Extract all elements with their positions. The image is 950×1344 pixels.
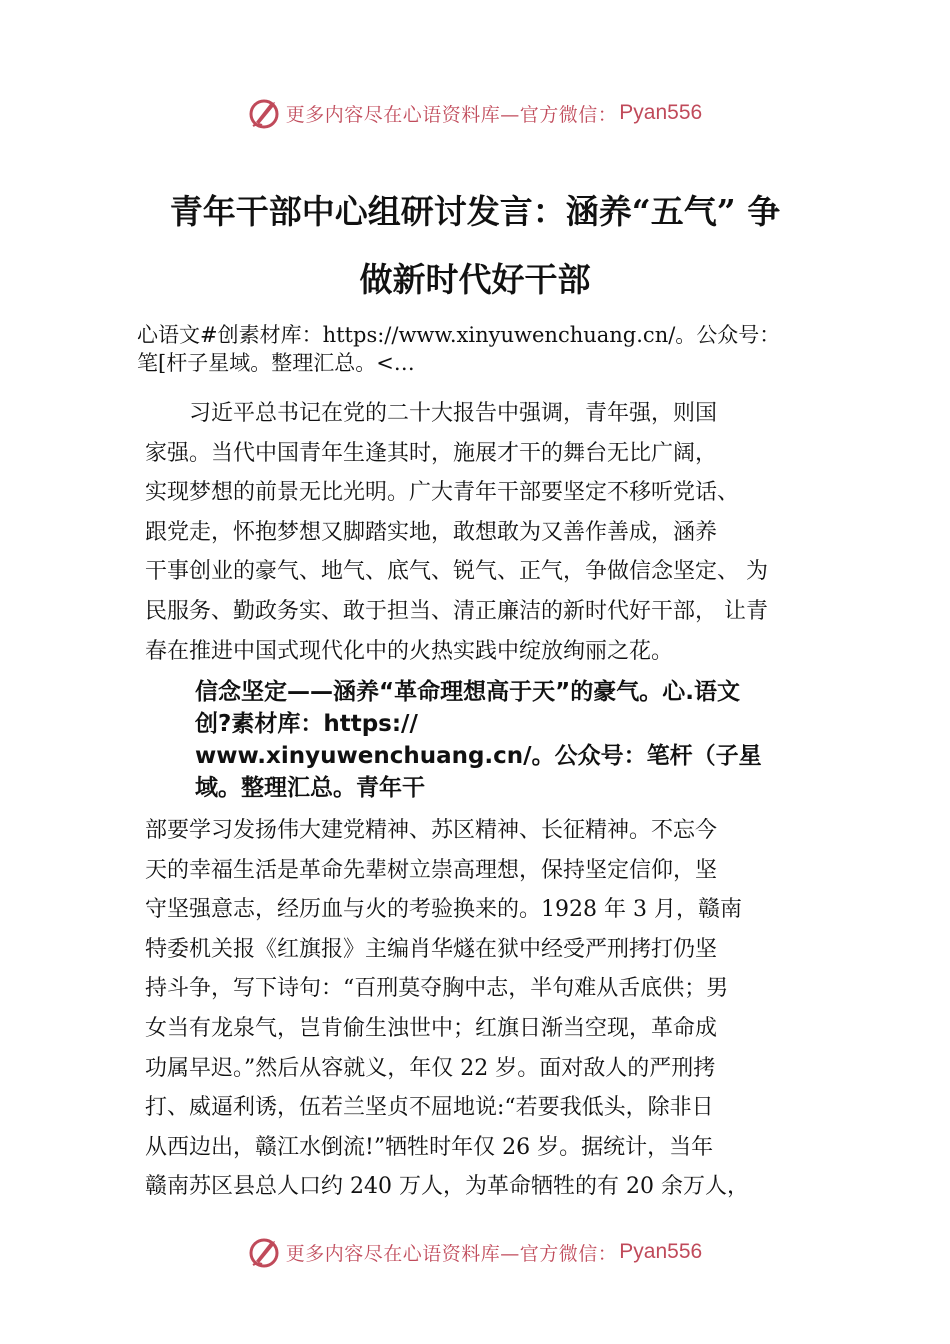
paragraph-line: 特委机关报《红旗报》主编肖华燧在狱中经受严刑拷打仍坚	[145, 936, 718, 962]
wechat-id: Pyan556	[619, 1240, 703, 1263]
heading-line: 创?素材库：https://	[195, 711, 418, 737]
paragraph-line: 天的幸福生活是革命先辈树立崇高理想，保持坚定信仰，坚	[145, 857, 718, 883]
paragraph-line: 女当有龙泉气，岂肯偷生浊世中；红旗日渐当空现，革命成	[145, 1015, 718, 1041]
heading-line: 域。整理汇总。青年干	[195, 775, 425, 801]
paragraph-line: 赣南苏区县总人口约 240 万人，为革命牺牲的有 20 余万人，	[145, 1174, 749, 1200]
pen-logo-icon	[248, 96, 282, 130]
paragraph-line: 守坚强意志，经历血与火的考验换来的。1928 年 3 月，赣南	[145, 897, 742, 923]
paragraph-line: 干事创业的豪气、地气、底气、锐气、正气，争做信念坚定、 为	[145, 559, 768, 585]
document-title-line-2: 做新时代好干部	[359, 260, 591, 299]
section-body	[145, 811, 845, 1207]
paragraph-line: 民服务、勤政务实、敢于担当、清正廉洁的新时代好干部， 让青	[145, 598, 768, 624]
document-title-line-1: 青年干部中心组研讨发言：涵养“五气” 争	[169, 192, 781, 231]
intro-paragraph	[145, 394, 845, 671]
watermark-text: 更多内容尽在心语资料库—官方微信：	[285, 1242, 618, 1265]
source-note-line: 笔[杆子星域。整理汇总。<…	[137, 351, 415, 375]
paragraph-line: 打、威逼利诱，伍若兰坚贞不屈地说:“若要我低头，除非日	[145, 1095, 714, 1121]
paragraph-line: 部要学习发扬伟大建党精神、苏区精神、长征精神。不忘今	[145, 818, 718, 843]
paragraph-line: 跟党走，怀抱梦想又脚踏实地，敢想敢为又善作善成，涵养	[145, 519, 718, 545]
heading-line: www.xinyuwenchuang.cn/。公众号：笔杆（子星	[195, 743, 762, 769]
paragraph-line: 家强。当代中国青年生逢其时，施展才干的舞台无比广阔，	[145, 440, 718, 466]
footer-watermark	[0, 1232, 950, 1272]
source-note	[137, 321, 857, 377]
paragraph-line: 功属早迟。”然后从容就义，年仅 22 岁。面对敌人的严刑拷	[145, 1055, 716, 1081]
heading-line: 信念坚定——涵养“革命理想高于天”的豪气。心.语文	[195, 679, 740, 705]
section-heading	[195, 676, 835, 804]
pen-logo-icon	[248, 1235, 282, 1269]
watermark-text: 更多内容尽在心语资料库—官方微信：	[285, 103, 618, 126]
header-watermark	[0, 93, 950, 133]
source-note-line: 心语文#创素材库：https://www.xinyuwenchuang.cn/。公众号：	[137, 323, 781, 347]
paragraph-line: 习近平总书记在党的二十大报告中强调，青年强，则国	[145, 401, 718, 426]
paragraph-line: 从西边出，赣江水倒流!”牺牲时年仅 26 岁。据统计，当年	[145, 1134, 714, 1160]
paragraph-line: 实现梦想的前景无比光明。广大青年干部要坚定不移听党话、	[145, 480, 740, 506]
paragraph-line: 持斗争，写下诗句：“百刑莫夺胸中志，半句难从舌底供；男	[145, 976, 729, 1002]
paragraph-line: 春在推进中国式现代化中的火热实践中绽放绚丽之花。	[145, 638, 674, 664]
wechat-id: Pyan556	[619, 101, 703, 124]
